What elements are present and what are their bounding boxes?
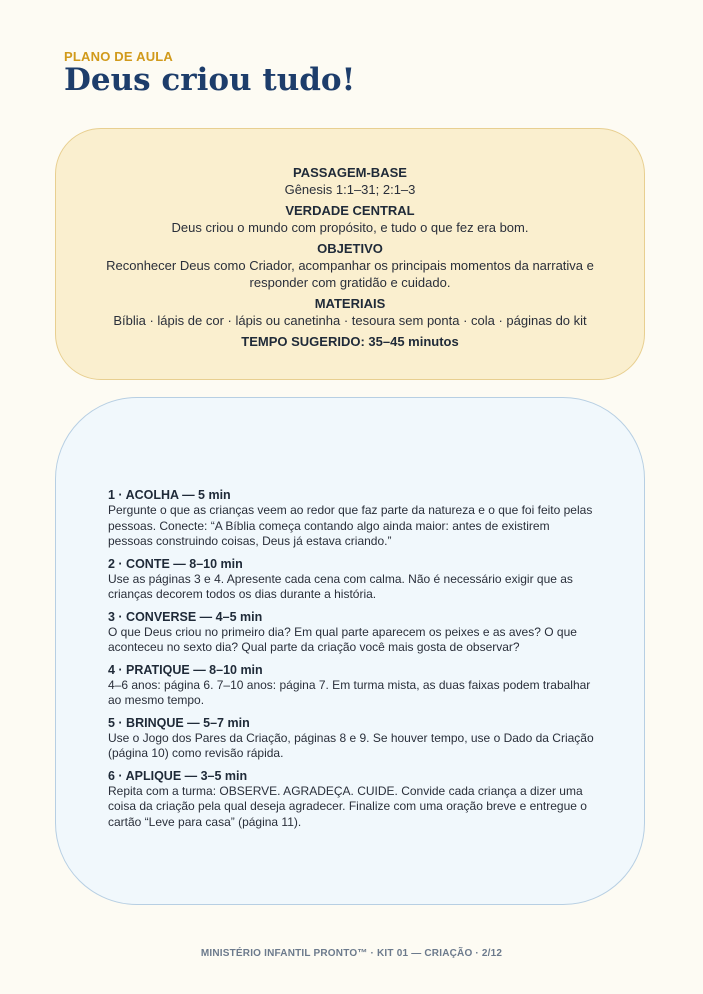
lesson-steps-box [55, 397, 645, 905]
step-text: Pergunte o que as crianças veem ao redor que faz parte da natureza e o que foi feito pelas pessoas. Conecte: “A Bíblia começa contando algo ainda maior: antes de existirem pessoas construindo coisas, Deus já estava criando.” [108, 503, 593, 548]
central-truth-label: VERDADE CENTRAL [285, 203, 415, 218]
step-item [108, 487, 594, 550]
step-text: O que Deus criou no primeiro dia? Em qual parte aparecem os peixes e as aves? O que aconteceu no sexto dia? Qual parte da criação você mais gosta de observar? [108, 624, 577, 654]
step-text: Repita com a turma: OBSERVE. AGRADEÇA. CUIDE. Convide cada criança a dizer uma coisa da criação pela qual deseja agradecer. Finalize com uma oração breve e entregue o cartão “Leve para casa” (página 11). [108, 783, 587, 829]
page-title: Deus criou tudo! [64, 62, 356, 98]
step-heading: 2 · CONTE — 8–10 min [108, 556, 243, 571]
step-item [108, 662, 594, 709]
materials-text: Bíblia · lápis de cor · lápis ou canetinha · tesoura sem ponta · cola · páginas do kit [113, 313, 587, 328]
passage-text: Gênesis 1:1–31; 2:1–3 [284, 182, 416, 197]
objective-text: Reconhecer Deus como Criador, acompanhar os principais momentos da narrativa e responder com gratidão e cuidado. [106, 258, 594, 290]
central-truth-text: Deus criou o mundo com propósito, e tudo o que fez era bom. [171, 220, 529, 235]
step-heading: 6 · APLIQUE — 3–5 min [108, 768, 248, 783]
passage-label: PASSAGEM-BASE [293, 165, 407, 180]
step-item [108, 768, 594, 831]
step-heading: 5 · BRINQUE — 5–7 min [108, 715, 250, 730]
step-text: 4–6 anos: página 6. 7–10 anos: página 7. Em turma mista, as duas faixas podem trabalhar ao mesmo tempo. [108, 677, 591, 707]
step-heading: 1 · ACOLHA — 5 min [108, 488, 231, 502]
step-item [108, 609, 594, 656]
step-heading: 4 · PRATIQUE — 8–10 min [108, 662, 263, 677]
step-heading: 3 · CONVERSE — 4–5 min [108, 609, 263, 624]
document-eyebrow: PLANO DE AULA [64, 49, 174, 64]
suggested-time: TEMPO SUGERIDO: 35–45 minutos [241, 334, 459, 349]
step-item [108, 715, 594, 762]
step-text: Use o Jogo dos Pares da Criação, páginas 8 e 9. Se houver tempo, use o Dado da Criação (página 10) como revisão rápida. [108, 730, 594, 760]
page-footer: MINISTÉRIO INFANTIL PRONTO™ · KIT 01 — CRIAÇÃO · 2/12 [200, 948, 503, 959]
step-text: Use as páginas 3 e 4. Apresente cada cena com calma. Não é necessário exigir que as crianças decorem todos os dias durante a história. [108, 571, 573, 601]
materials-label: MATERIAIS [314, 296, 386, 311]
step-item [108, 556, 594, 603]
lesson-info-box [55, 128, 645, 380]
objective-label: OBJETIVO [317, 241, 383, 256]
